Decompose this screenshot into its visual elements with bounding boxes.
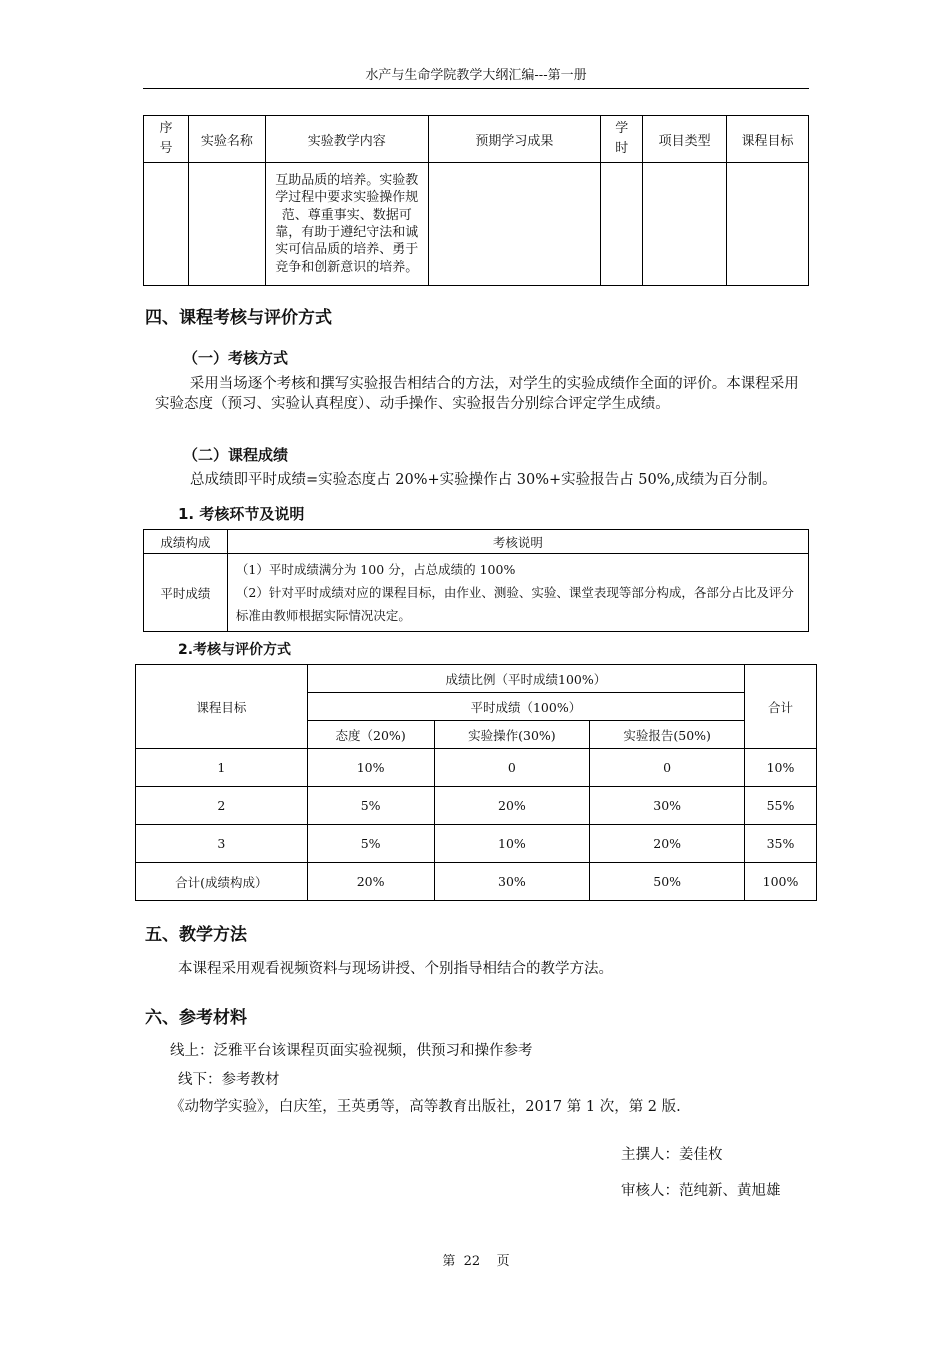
col-seq: 序号 — [144, 116, 189, 163]
grade-table — [135, 664, 817, 901]
table-row — [136, 749, 817, 787]
cell: 20% — [434, 787, 590, 825]
cell: 100% — [745, 863, 817, 901]
table-header-row — [144, 116, 809, 163]
description-line-2: （2）针对平时成绩对应的课程目标，由作业、测验、实验、课堂表现等部分构成，各部分占比及评分标准由教师根据实际情况决定。 — [235, 585, 794, 623]
sub1-title: （一）考核方式 — [183, 349, 289, 367]
reviewer-signature: 审核人：范纯新、黄旭雄 — [621, 1183, 781, 1199]
item2-title: 2.考核与评价方式 — [178, 642, 292, 658]
normal-header: 平时成绩（100%） — [307, 693, 744, 721]
description-cell — [227, 554, 808, 632]
cell-name — [188, 163, 265, 286]
col-content: 实验教学内容 — [265, 116, 428, 163]
goal-header: 课程目标 — [136, 665, 308, 749]
col-composition: 成绩构成 — [144, 530, 228, 554]
ratio-header: 成绩比例（平时成绩100%） — [307, 665, 744, 693]
cell: 20% — [590, 825, 745, 863]
description-line-1: （1）平时成绩满分为 100 分，占总成绩的 100% — [235, 562, 516, 577]
sub-header-attitude: 态度（20%) — [307, 721, 434, 749]
sub-header-report: 实验报告(50%) — [590, 721, 745, 749]
table-row — [136, 787, 817, 825]
col-outcome: 预期学习成果 — [428, 116, 601, 163]
page-header: 水产与生命学院教学大纲汇编---第一册 — [143, 66, 809, 89]
table-row — [144, 163, 809, 286]
col-description: 考核说明 — [227, 530, 808, 554]
cell: 5% — [307, 787, 434, 825]
page-number: 第 22 页 — [442, 1254, 510, 1269]
reference-line-3: 《动物学实验》，白庆笙，王英勇等，高等教育出版社，2017 第 1 次，第 2 版. — [170, 1099, 681, 1115]
cell: 30% — [434, 863, 590, 901]
section5-title: 五、教学方法 — [145, 925, 247, 945]
cell: 20% — [307, 863, 434, 901]
table-row-total — [136, 863, 817, 901]
sub2-text: 总成绩即平时成绩=实验态度占 20%+实验操作占 30%+实验报告占 50%,成绩为百分制。 — [190, 472, 777, 488]
reference-line-1: 线上：泛雅平台该课程页面实验视频，供预习和操作参考 — [170, 1043, 533, 1059]
section6-title: 六、参考材料 — [145, 1008, 247, 1028]
sub1-text: 采用当场逐个考核和撰写实验报告相结合的方法，对学生的实验成绩作全面的评价。本课程采用实验态度（预习、实验认真程度）、动手操作、实验报告分别综合评定学生成绩。 — [155, 376, 799, 412]
cell: 10% — [307, 749, 434, 787]
cell-hours — [601, 163, 643, 286]
col-name: 实验名称 — [188, 116, 265, 163]
cell: 1 — [136, 749, 308, 787]
cell-seq — [144, 163, 189, 286]
cell: 5% — [307, 825, 434, 863]
cell: 2 — [136, 787, 308, 825]
sub2-title: （二）课程成绩 — [183, 446, 289, 464]
cell: 10% — [434, 825, 590, 863]
item1-title: 1. 考核环节及说明 — [178, 505, 305, 523]
col-hours: 学时 — [601, 116, 643, 163]
cell-outcome — [428, 163, 601, 286]
cell: 35% — [745, 825, 817, 863]
cell: 50% — [590, 863, 745, 901]
reference-line-2: 线下：参考教材 — [178, 1072, 280, 1088]
row-label: 平时成绩 — [144, 554, 228, 632]
col-type: 项目类型 — [643, 116, 727, 163]
col-goal: 课程目标 — [727, 116, 809, 163]
cell: 3 — [136, 825, 308, 863]
section5-text: 本课程采用观看视频资料与现场讲授、个别指导相结合的教学方法。 — [178, 961, 613, 977]
cell: 10% — [745, 749, 817, 787]
total-header: 合计 — [745, 665, 817, 749]
assessment-table — [143, 529, 809, 632]
author-signature: 主撰人：姜佳枚 — [621, 1147, 723, 1163]
table-row — [136, 825, 817, 863]
cell: 30% — [590, 787, 745, 825]
cell-goal — [727, 163, 809, 286]
cell: 55% — [745, 787, 817, 825]
sub-header-operation: 实验操作(30%) — [434, 721, 590, 749]
cell-content: 互助品质的培养。实验教学过程中要求实验操作规范、尊重事实、数据可靠，有助于遵纪守法和诚实可信品质的培养、勇于竞争和创新意识的培养。 — [265, 163, 428, 286]
cell-type — [643, 163, 727, 286]
cell: 0 — [590, 749, 745, 787]
cell: 合计(成绩构成） — [136, 863, 308, 901]
experiment-table — [143, 115, 809, 286]
section4-title: 四、课程考核与评价方式 — [145, 308, 332, 328]
cell: 0 — [434, 749, 590, 787]
